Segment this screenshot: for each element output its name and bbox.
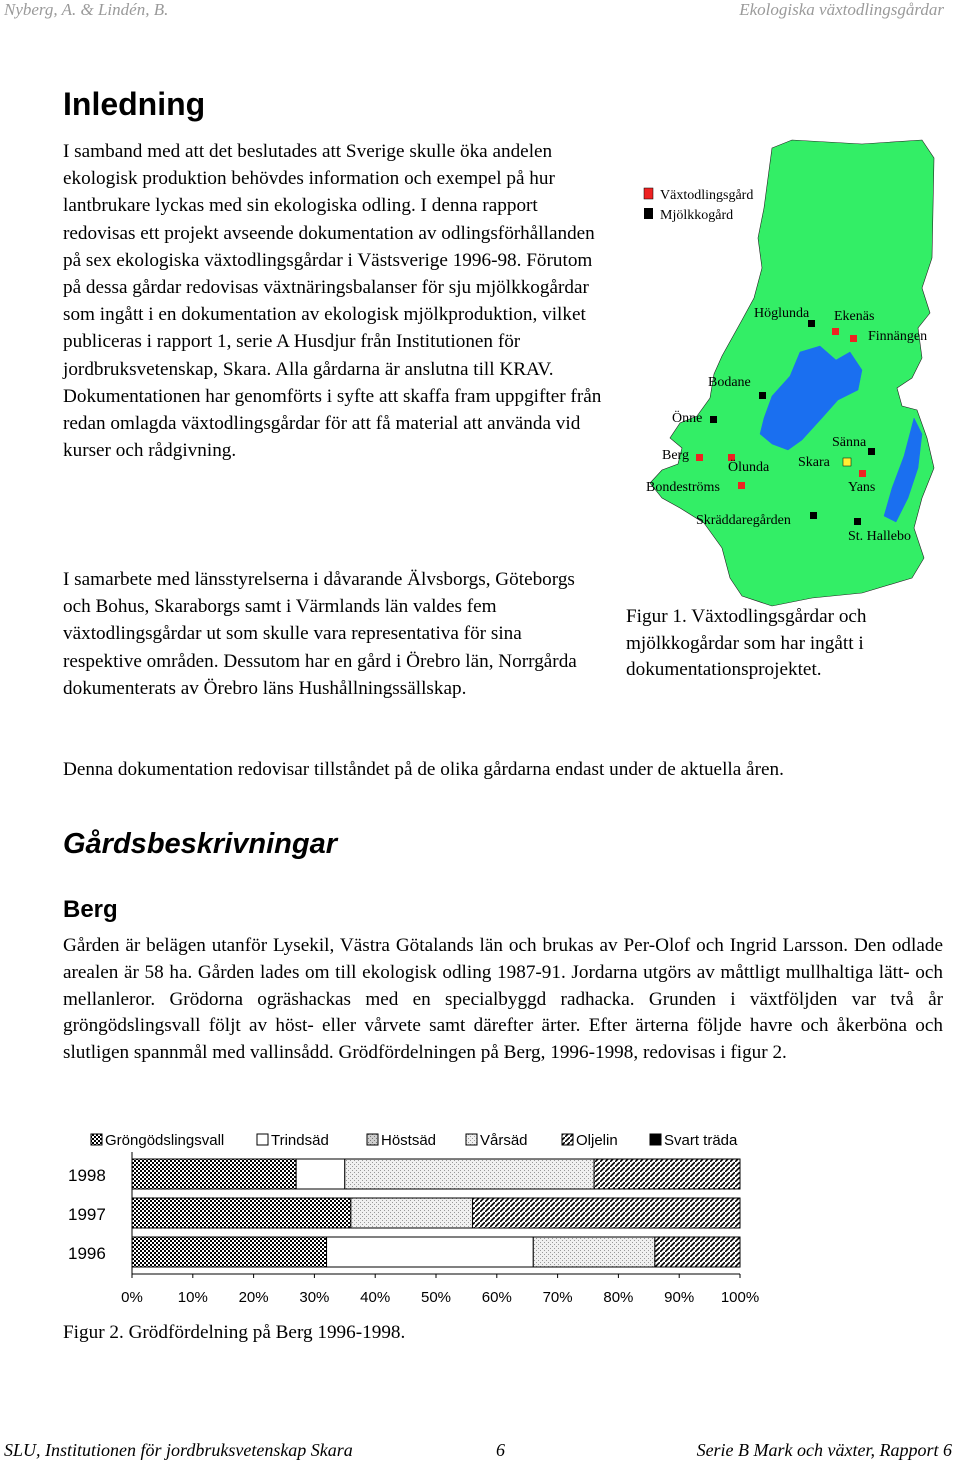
marker-yans: [859, 470, 866, 477]
x-tick-label-5: 50%: [420, 1289, 452, 1306]
bar-segment-1998-0: [132, 1159, 296, 1189]
legend-swatch-0: [91, 1134, 102, 1145]
section-title-gardsbeskrivningar: Gårdsbeskrivningar: [63, 828, 337, 860]
map-label-bodane: Bodane: [708, 375, 751, 390]
marker-skara: [843, 458, 851, 466]
legend-label-5: Svart träda: [664, 1132, 738, 1149]
marker-finnangen: [850, 335, 857, 342]
x-tick-label-0: 0%: [121, 1289, 143, 1306]
x-tick-label-9: 90%: [664, 1289, 695, 1306]
legend-label-4: Oljelin: [576, 1132, 618, 1149]
bar-segment-1996-4: [655, 1237, 740, 1267]
bar-segment-1996-3: [533, 1237, 655, 1267]
farm-location-map: [622, 138, 942, 608]
map-label-bondestroms: Bondeströms: [646, 480, 720, 495]
marker-berg: [696, 454, 703, 461]
map-label-onne: Önne: [672, 411, 703, 426]
map-label-sanna: Sänna: [832, 435, 867, 450]
x-tick-label-6: 60%: [481, 1289, 512, 1306]
category-label-1997: 1997: [68, 1205, 106, 1224]
map-label-ekenas: Ekenäs: [834, 309, 875, 324]
x-tick-label-7: 70%: [542, 1289, 573, 1306]
bar-segment-1996-0: [132, 1237, 327, 1267]
category-label-1998: 1998: [68, 1166, 106, 1185]
legend-label-3: Vårsäd: [480, 1132, 528, 1149]
intro-paragraph-3: Denna dokumentation redovisar tillståndet på de olika gårdarna endast under de aktuella åren.: [63, 759, 784, 780]
map-label-berg: Berg: [662, 448, 689, 463]
marker-sanna: [868, 448, 875, 455]
map-label-st-hallebo: St. Hallebo: [848, 529, 911, 544]
x-tick-label-10: 100%: [720, 1289, 760, 1306]
intro-paragraph-1: I samband med att det beslutades att Sverige skulle öka andelen ekologisk produktion behövdes information och exempel på hur lantbrukare lyckas med sin ekologiska odling. I denna rapport redovisas ett projekt avseende dokumentation av odlingsförhållanden på sex ekologiska växtodlingsgårdar i Västsverige 1996-98. Förutom på dessa gårdar redovisas växtnäringsbalanser för sju mjölkkogårdar som ingått i en dokumentation av ekologisk mjölkproduktion, vilket publiceras i rapport 1, serie A Husdjur från Institutionen för jordbruksvetenskap, Skara. Alla gårdarna är anslutna till KRAV. Dokumentationen har genomförts i syfte att skaffa fram uppgifter från redan omlagda växtodlingsgårdar för att få material att använda vid kurser och rådgivning.: [63, 141, 602, 462]
header-title: Ekologiska växtodlingsgårdar: [739, 0, 944, 19]
berg-paragraph: Gården är belägen utanför Lysekil, Västra Götalands län och brukas av Per-Olof och Ingrid Larsson. Den odlade arealen är 58 ha. Gården lades om till ekologisk odling 1987-91. Jordarna utgörs av måttligt mullhaltiga lätt- och mellanleror. Grödorna ogräshackas med en specialbyggd radhacka. Grunden i växtföljden var två år gröngödslingsvall följt av höst- eller vårvete samt därefter ärter. Efter ärterna följde havre och åkerböna och slutligen spannmål med vallinsådd. Grödfördelningen på Berg, 1996-1998, redovisas i figur 2.: [63, 935, 943, 1064]
bar-segment-1997-0: [132, 1198, 351, 1228]
legend-swatch-4: [562, 1134, 573, 1145]
marker-skraddaregarden: [810, 512, 817, 519]
marker-st-hallebo: [854, 518, 861, 525]
x-tick-label-8: 80%: [603, 1289, 634, 1306]
marker-bodane: [759, 392, 766, 399]
category-label-1996: 1996: [68, 1244, 106, 1263]
map-label-hoglunda: Höglunda: [754, 306, 810, 321]
section-title-inledning: Inledning: [63, 86, 206, 122]
footer-page-number: 6: [496, 1440, 505, 1460]
bar-segment-1997-3: [351, 1198, 473, 1228]
marker-onne: [710, 416, 717, 423]
x-tick-label-2: 20%: [238, 1289, 269, 1306]
subsection-title-berg: Berg: [63, 896, 118, 923]
intro-paragraph-2: I samarbete med länsstyrelserna i dåvarande Älvsborgs, Göteborgs och Bohus, Skaraborgs samt i Värmlands län valdes fem växtodlingsgårdar ut som skulle vara representativa för sina respektive områden. Dessutom har en gård i Örebro län, Norrgårda dokumenterats av Örebro läns Hushållningssällskap.: [63, 569, 577, 699]
map-label-olunda: Ölunda: [728, 460, 770, 475]
footer-institution: SLU, Institutionen för jordbruksvetenskap Skara: [4, 1440, 353, 1460]
map-legend-dairy-farm: Mjölkkogård: [660, 208, 734, 223]
marker-bondestroms: [738, 482, 745, 489]
legend-swatch-2: [367, 1134, 378, 1145]
bar-segment-1998-4: [594, 1159, 740, 1189]
legend-label-0: Gröngödslingsvall: [105, 1132, 225, 1149]
marker-hoglunda: [808, 320, 815, 327]
map-label-skara: Skara: [798, 455, 830, 470]
marker-ekenas: [832, 328, 839, 335]
legend-swatch-5: [650, 1134, 661, 1145]
figure-2-caption: Figur 2. Grödfördelning på Berg 1996-1998.: [63, 1322, 406, 1343]
x-tick-label-1: 10%: [177, 1289, 208, 1306]
map-label-finnangen: Finnängen: [868, 329, 928, 344]
legend-swatch-3: [466, 1134, 477, 1145]
footer-series: Serie B Mark och växter, Rapport 6: [696, 1440, 952, 1460]
bar-segment-1996-1: [327, 1237, 534, 1267]
crop-distribution-chart: [60, 1122, 780, 1318]
map-legend-crop-farm: Växtodlingsgård: [660, 188, 754, 203]
legend-label-2: Höstsäd: [381, 1132, 437, 1149]
header-authors: Nyberg, A. & Lindén, B.: [4, 0, 169, 19]
bar-segment-1997-4: [472, 1198, 740, 1228]
map-label-skraddaregarden: Skräddaregården: [696, 513, 791, 528]
figure-1-caption: Figur 1. Växtodlingsgårdar och mjölkkogårdar som har ingått i dokumentationsprojektet.: [626, 606, 867, 681]
x-tick-label-4: 40%: [360, 1289, 391, 1306]
bar-segment-1998-3: [345, 1159, 594, 1189]
map-label-yans: Yans: [848, 480, 876, 495]
legend-swatch-1: [257, 1134, 268, 1145]
x-tick-label-3: 30%: [299, 1289, 330, 1306]
bar-segment-1998-1: [296, 1159, 345, 1189]
legend-label-1: Trindsäd: [271, 1132, 329, 1149]
